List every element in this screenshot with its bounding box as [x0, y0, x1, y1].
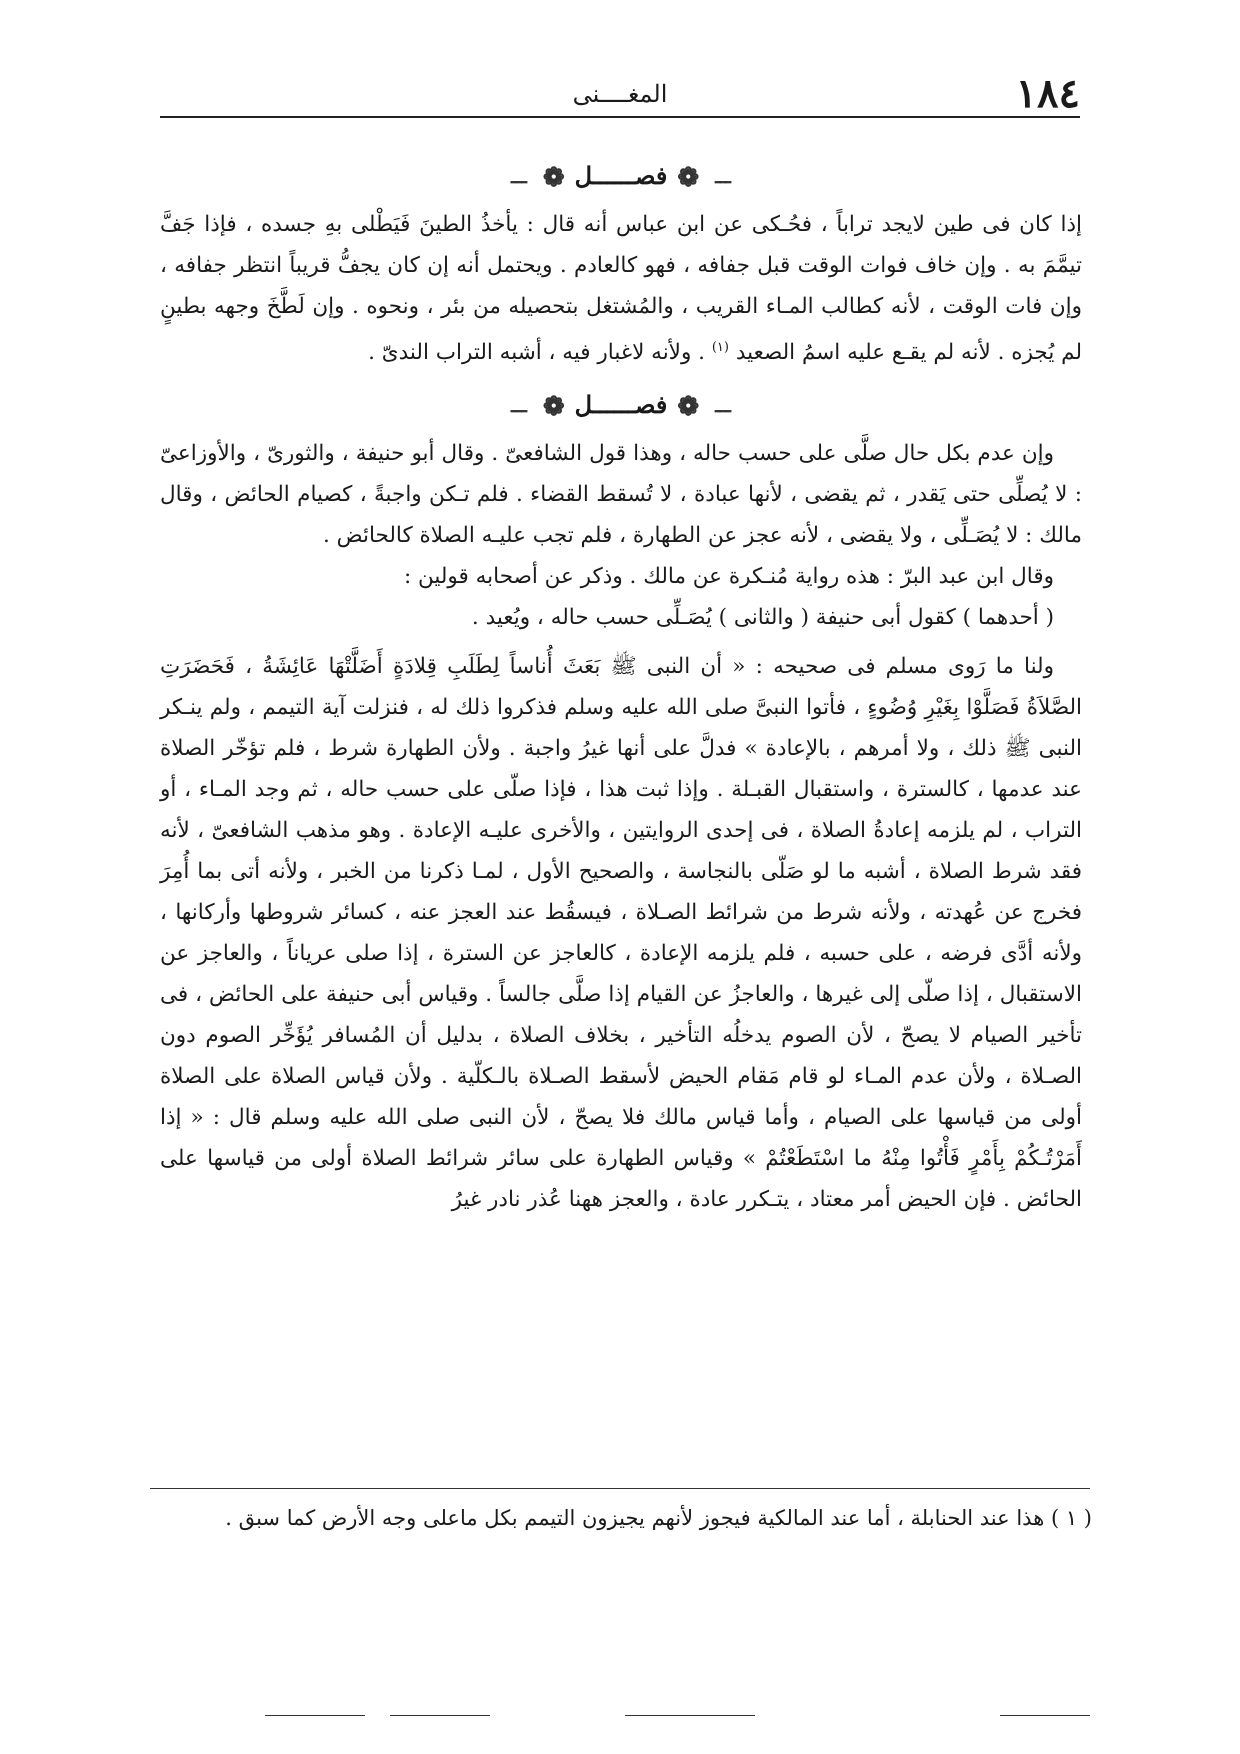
- paragraph: ( أحدهما ) كقول أبى حنيفة ( والثانى ) يُصَـلِّى حسب حاله ، ويُعيد .: [471, 605, 1054, 631]
- page-number: ١٨٤: [1015, 70, 1080, 117]
- floral-ornament-icon: ❁: [542, 391, 565, 422]
- page-header: [160, 70, 1080, 120]
- floral-ornament-icon: ❁: [542, 162, 565, 193]
- paragraph: وقال ابن عبد البرّ : هذه رواية مُنـكرة عن مالك . وذكر عن أصحابه قولين :: [403, 564, 1054, 590]
- section-heading-label: فصــــــل: [574, 390, 668, 420]
- bottom-rule: [1000, 1715, 1090, 1716]
- paragraph: وإن عدم بكل حال صلَّى على حسب حاله ، وهذا قول الشافعىّ . وقال أبو حنيفة ، والثورىّ ، والأوزاعىّ : لا يُصلِّى حتى يَقدر ، ثم يقضى ، لأنها عبادة ، لا تُسقط القضاء . فلم تـكن واجبةً ، كصيام الحائض ، وقال مالك : لا يُصَـلِّى ، ولا يقضى ، لأنه عجز عن الطهارة ، فلم تجب عليـه الصلاة كالحائض .: [160, 441, 1082, 549]
- footnote: [148, 1500, 1092, 1536]
- paragraph-text: . ولأنه لاغبار فيه ، أشبه التراب الندىّ .: [368, 340, 705, 366]
- footnote-reference[interactable]: (١): [711, 340, 729, 355]
- dash-ornament-icon: ـــ: [715, 166, 731, 188]
- footnote-text: هذا عند الحنابلة ، أما عند المالكية فيجوز لأنهم يجيزون التيمم بكل ماعلى وجه الأرض كما سبق .: [225, 1506, 1045, 1530]
- dash-ornament-icon: ـــ: [715, 395, 731, 417]
- dash-ornament-icon: ـــ: [511, 166, 527, 188]
- bottom-rule: [390, 1715, 490, 1716]
- footnote-marker: ( ١ ): [1050, 1506, 1092, 1530]
- header-rule: [160, 116, 1080, 118]
- running-title: المغــــنى: [572, 80, 668, 108]
- paragraph: [160, 204, 1082, 373]
- section-heading: [160, 377, 1082, 433]
- section-heading: [160, 148, 1082, 204]
- paragraph-text: إذا كان فى طين لايجد تراباً ، فحُـكى عن ابن عباس أنه قال : يأخذُ الطينَ فَيَطْلى بهِ جسده ، فإذا جَفَّ تيمَّمَ به . وإن خاف فوات الوقت قبل جفافه ، فهو كالعادم . ويحتمل أنه إن كان يجفُّ قريباً انتظر جفافه ، وإن فات الوقت ، لأنه كطالب المـاء القريب ، والمُشتغل بتحصيله من بئر ، ونحوه . وإن لَطَّخَ وجهه بطينٍ لم يُجزه . لأنه لم يقـع عليه اسمُ الصعيد: [160, 212, 1082, 366]
- floral-ornament-icon: ❁: [677, 391, 700, 422]
- footnote-rule: [150, 1488, 1090, 1489]
- dash-ornament-icon: ـــ: [511, 395, 527, 417]
- floral-ornament-icon: ❁: [677, 162, 700, 193]
- page-body: [160, 148, 1082, 1220]
- section-heading-label: فصــــــل: [574, 161, 668, 190]
- bottom-rule: [625, 1715, 755, 1716]
- paragraph: ولنا ما رَوى مسلم فى صحيحه : « أن النبى ﷺ بَعَثَ أُناساً لِطَلَبِ قِلادَةٍ أَضَلَّتْهَا عَائِشَةُ ، فَحَضَرَتِ الصَّلاَةُ فَصَلَّوْا بِغَيْرِ وُضُوءٍ ، فأتوا النبىَّ صلى الله عليه وسلم فذكروا ذلك له ، فنزلت آية التيمم ، ولم ينـكر النبى ﷺ ذلك ، ولا أمرهم ، بالإعادة » فدلَّ على أنها غيرُ واجبة . ولأن الطهارة شرط ، فلم تؤخّر الصلاة عند عدمها ، كالسترة ، واستقبال القبـلة . وإذا ثبت هذا ، فإذا صلّى على حسب حاله ، ثم وجد المـاء ، أو التراب ، لم يلزمه إعادةُ الصلاة ، فى إحدى الروايتين ، والأخرى عليـه الإعادة . وهو مذهب الشافعىّ ، لأنه فقد شرط الصلاة ، أشبه ما لو صَلّى بالنجاسة ، والصحيح الأول ، لمـا ذكرنا من الخبر ، ولأنه أتى بما أُمِرَ فخرج عن عُهدته ، ولأنه شرط من شرائط الصـلاة ، فيسقُط عند العجز عنه ، كسائر شروطها وأركانها ، ولأنه أدَّى فرضه ، على حسبه ، فلم يلزمه الإعادة ، كالعاجز عن السترة ، إذا صلى عرياناً ، والعاجز عن الاستقبال ، إذا صلّى إلى غيرها ، والعاجزُ عن القيام إذا صلَّى جالساً . وقياس أبى حنيفة على الحائض ، فى تأخير الصيام لا يصحّ ، لأن الصوم يدخلُه التأخير ، بخلاف الصلاة ، بدليل أن المُسافر يُؤَخِّر الصوم دون الصـلاة ، ولأن عدم المـاء لو قام مَقام الحيض لأسقط الصـلاة بالـكلّية . ولأن قياس الصلاة على الصلاة أولى من قياسها على الصيام ، وأما قياس مالك فلا يصحّ ، لأن النبى صلى الله عليه وسلم قال : « إذا أَمَرْتُـكُمْ بِأَمْرٍ فَأْتُوا مِنْهُ ما اسْتَطَعْتُمْ » وقياس الطهارة على سائر شرائط الصلاة أولى من قياسها على الحائض . فإن الحيض أمر معتاد ، يتـكرر عادة ، والعجز ههنا عُذر نادر غيرُ: [160, 654, 1082, 1213]
- bottom-rule: [265, 1715, 365, 1716]
